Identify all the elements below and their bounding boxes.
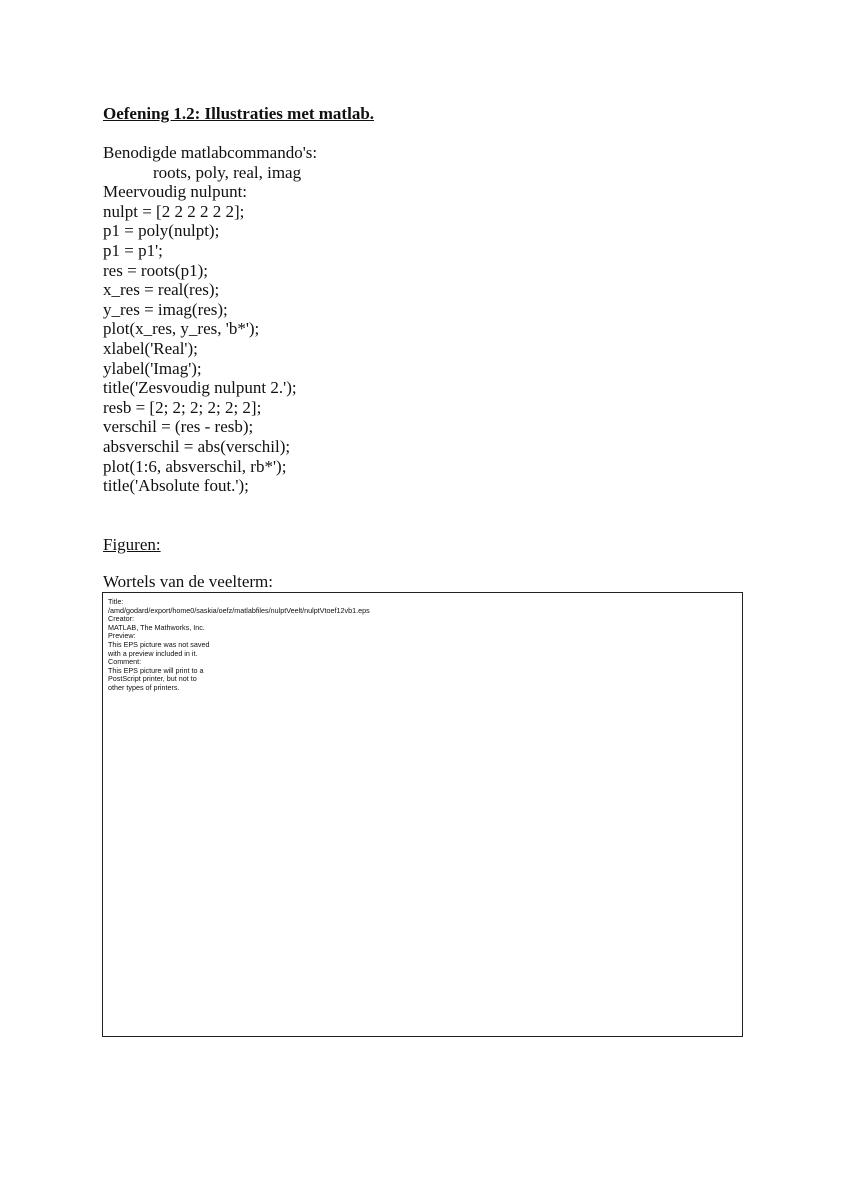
code-line: nulpt = [2 2 2 2 2 2]; (103, 201, 245, 221)
eps-line: MATLAB, The Mathworks, Inc. (108, 622, 205, 632)
eps-line: This EPS picture will print to a (108, 665, 204, 675)
exercise-title: Oefening 1.2: Illustraties met matlab. (103, 104, 375, 123)
eps-line: PostScript printer, but not to (108, 674, 197, 684)
code-line: x_res = real(res); (103, 280, 220, 300)
figure-caption: Wortels van de veelterm: (103, 572, 273, 591)
eps-line: Title: (108, 597, 124, 606)
eps-line: other types of printers. (108, 682, 180, 692)
code-line: title('Absolute fout.'); (103, 476, 249, 496)
code-line: plot(x_res, y_res, 'b*'); (103, 319, 260, 339)
eps-line: Creator: (108, 614, 134, 624)
eps-placeholder-text (108, 598, 370, 693)
code-line: p1 = poly(nulpt); (103, 221, 220, 241)
eps-line: Comment: (108, 657, 142, 667)
code-line: absverschil = abs(verschil); (103, 436, 291, 456)
eps-line: Preview: (108, 631, 136, 641)
code-line: p1 = p1'; (103, 240, 163, 260)
code-line: xlabel('Real'); (103, 338, 198, 358)
eps-figure-placeholder (102, 592, 743, 1037)
code-line: y_res = imag(res); (103, 299, 228, 319)
code-line: resb = [2; 2; 2; 2; 2; 2]; (103, 397, 262, 417)
code-line: plot(1:6, absverschil, rb*'); (103, 456, 287, 476)
eps-line: This EPS picture was not saved (108, 639, 210, 649)
code-line: verschil = (res - resb); (103, 417, 254, 437)
code-line: Meervoudig nulpunt: (103, 182, 248, 202)
code-line-commands: roots, poly, real, imag (153, 162, 302, 182)
code-line: title('Zesvoudig nulpunt 2.'); (103, 378, 297, 398)
code-line: ylabel('Imag'); (103, 358, 202, 378)
figures-heading: Figuren: (103, 535, 161, 554)
eps-line: /amd/godard/export/home0/saskia/oefz/matlabfiles/nulptVeelt/nulptVtoef12vb1.eps (108, 605, 370, 615)
code-line: Benodigde matlabcommando's: (103, 143, 318, 162)
eps-line: with a preview included in it. (108, 648, 198, 658)
code-line: res = roots(p1); (103, 260, 208, 280)
matlab-code-block (103, 143, 317, 496)
